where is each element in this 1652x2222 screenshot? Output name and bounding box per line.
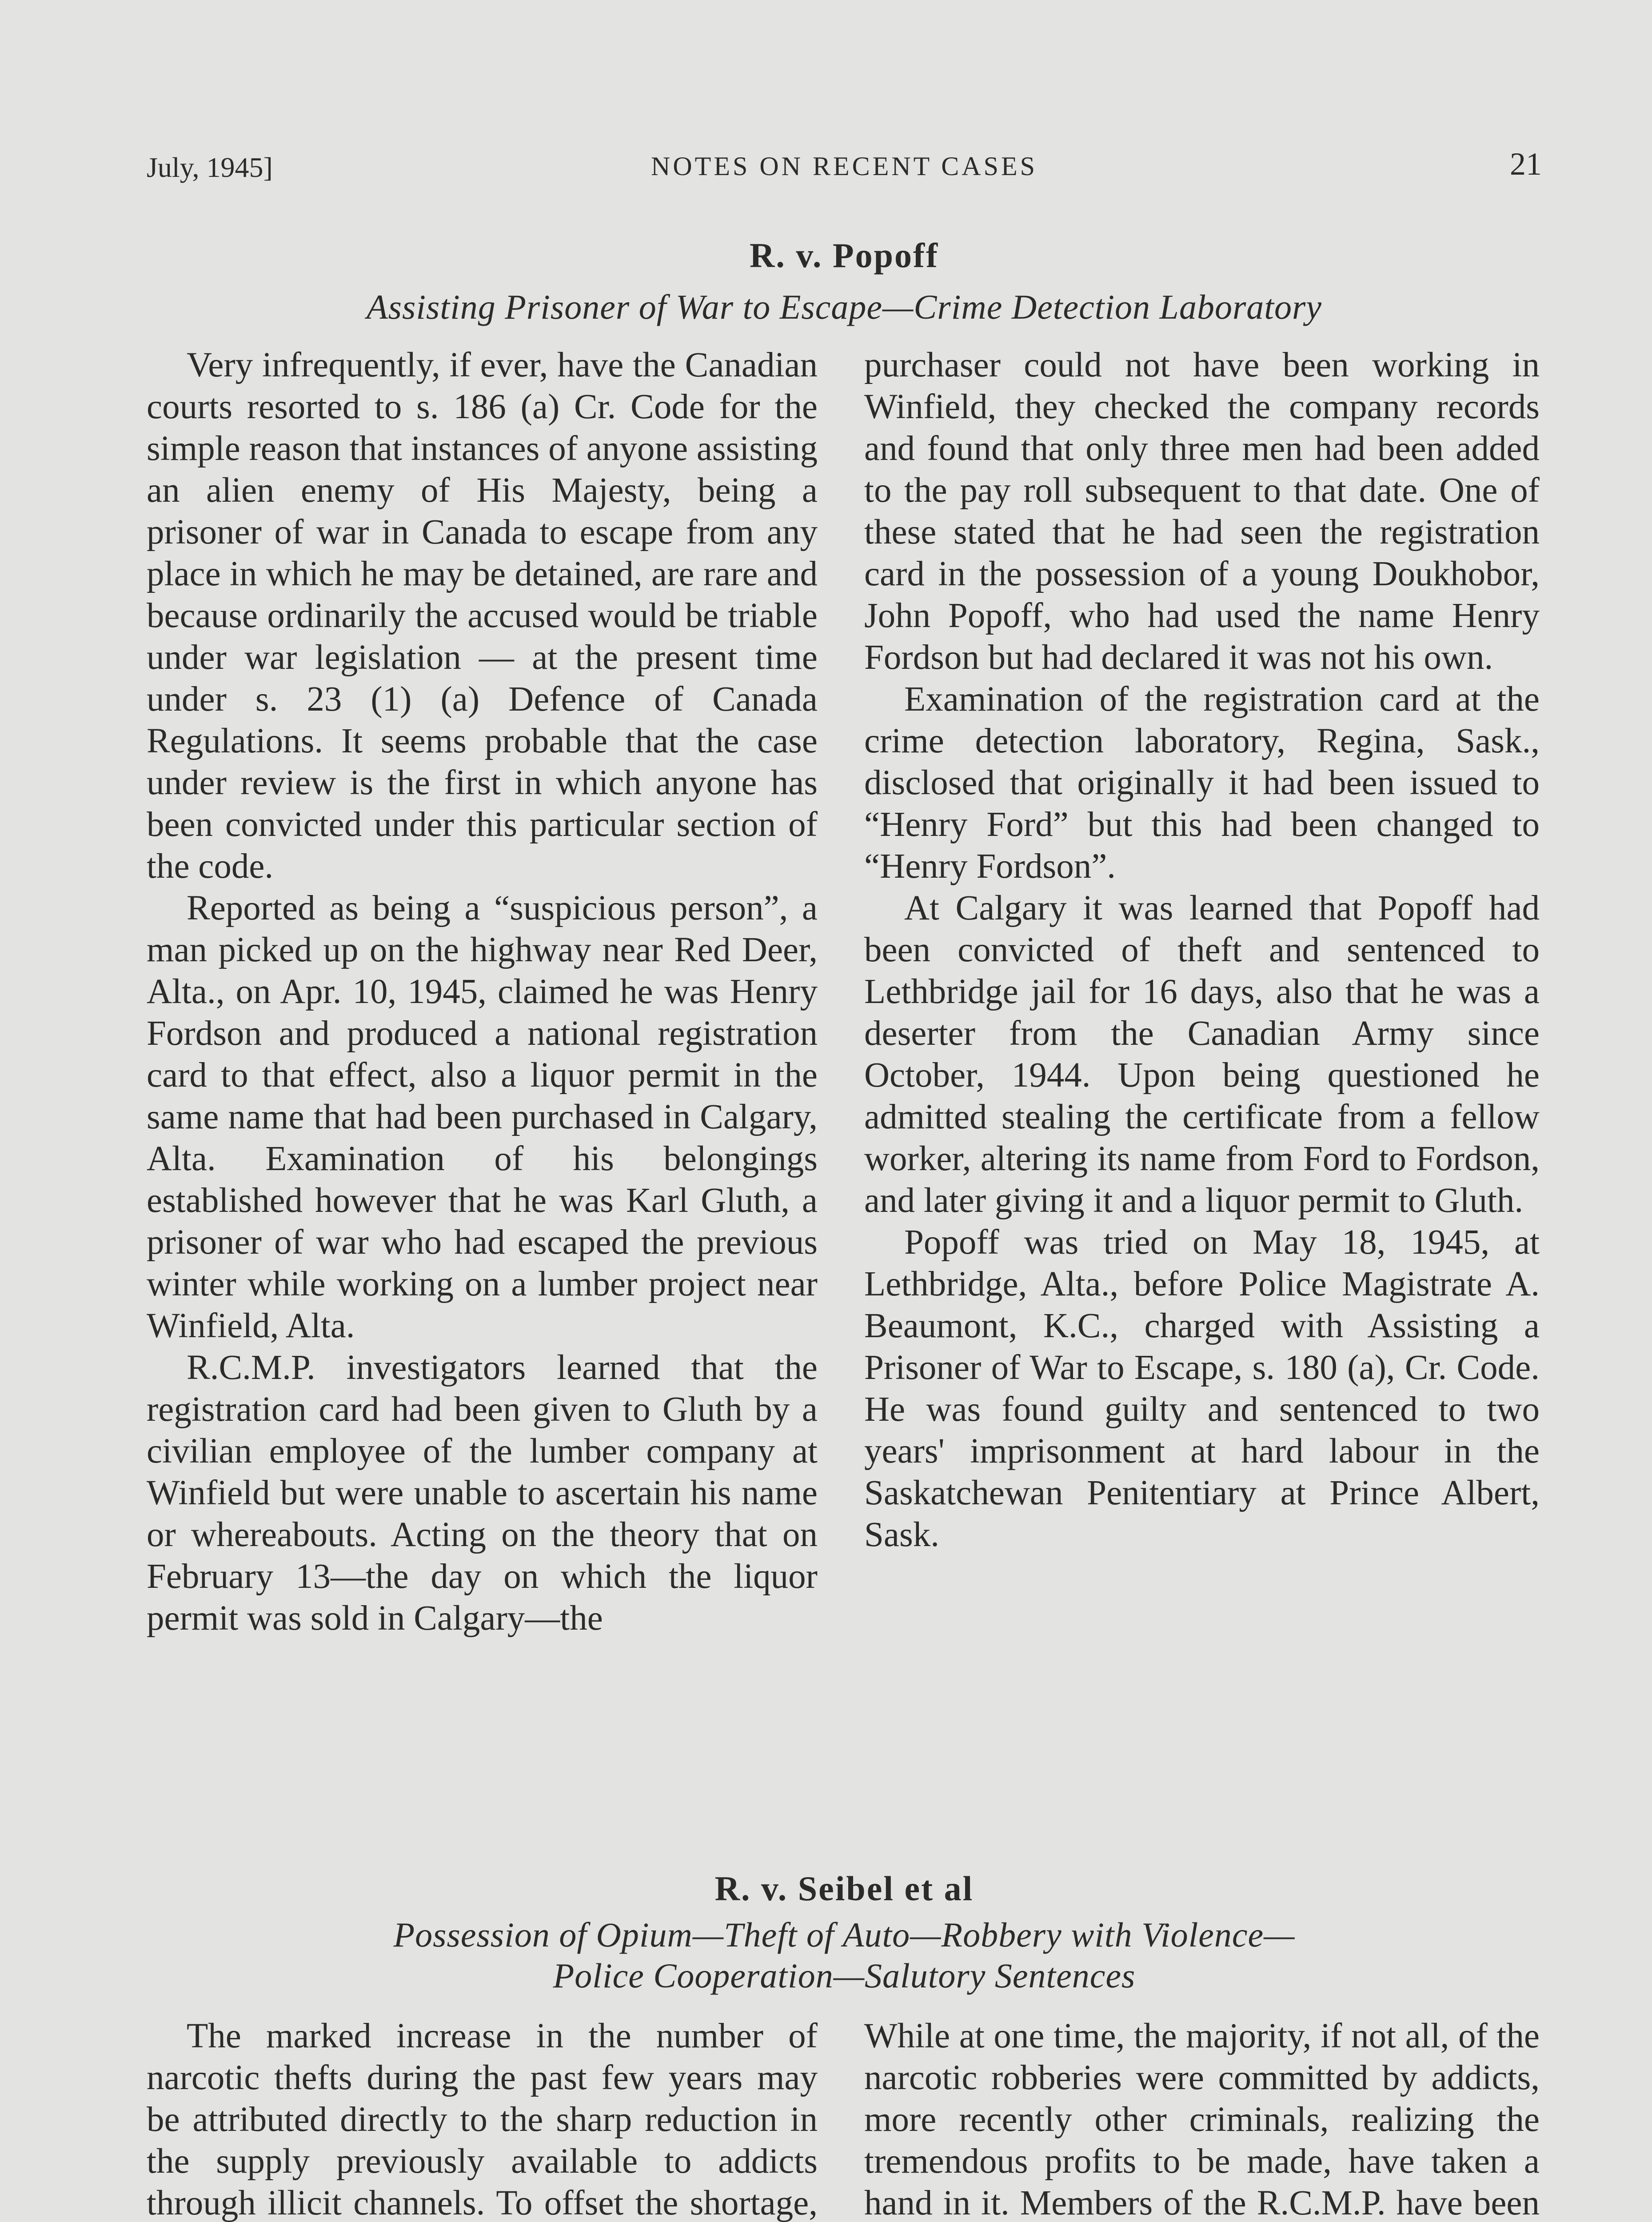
paragraph: Examination of the registration card at the crime detection laboratory, Regina, Sask., disclosed that originally it had been issued to “Henry Ford” but this had been changed to “Henry Fordson”.: [864, 680, 1540, 886]
issue-date: July, 1945]: [147, 152, 273, 183]
paragraph: While at one time, the majority, if not all, of the narcotic robberies were committed by addicts, more recently other criminals, realizing the tremendous profits to be made, have taken a hand in it. Members of the R.C.M.P. have been: [864, 2017, 1540, 2222]
case-title: R. v. Popoff: [750, 236, 939, 275]
paragraph: The marked increase in the number of narcotic thefts during the past few years may be attributed directly to the sharp reduction in the supply previously available to addicts through illicit channels. To offset the shortage,: [147, 2017, 818, 2222]
paragraph: purchaser could not have been working in Winfield, they checked the company records and found that only three men had been added to the pay roll subsequent to that date. One of these stated that he had seen the registration card in the possession of a young Doukhobor, John Popoff, who had used the name Henry Fordson but had declared it was not his own.: [864, 346, 1540, 677]
paragraph: Very infrequently, if ever, have the Canadian courts resorted to s. 186 (a) Cr. Code for the simple reason that instances of anyone assisting an alien enemy of His Majesty, being a prisoner of war in Canada to escape from any place in which he may be detained, are rare and because ordinarily the accused would be triable under war legislation — at the present time under s. 23 (1) (a) Defence of Canada Regulations. It seems probable that the case under review is the first in which anyone has been convicted under this particular section of the code.: [147, 346, 818, 886]
paragraph: Reported as being a “suspicious person”, a man picked up on the highway near Red Deer, Alta., on Apr. 10, 1945, claimed he was Henry Fordson and produced a national registration card to that effect, also a liquor permit in the same name that had been purchased in Calgary, Alta. Examination of his belongings established however that he was Karl Gluth, a prisoner of war who had escaped the previous winter while working on a lumber project near Winfield, Alta.: [147, 889, 818, 1345]
case-subtitle-line-2: Police Cooperation—Salutory Sentences: [553, 1956, 1136, 1995]
case-subtitle-line-1: Possession of Opium—Theft of Auto—Robbery with Violence—: [393, 1915, 1295, 1954]
case-1-right-column: [864, 344, 1540, 1556]
running-head: [147, 146, 1542, 200]
case-subtitle: Assisting Prisoner of War to Escape—Crime Detection Laboratory: [367, 288, 1322, 326]
paragraph: R.C.M.P. investigators learned that the registration card had been given to Gluth by a civilian employee of the lumber company at Winfield but were unable to ascertain his name or whereabouts. Acting on the theory that on February 13—the day on which the liquor permit was sold in Calgary—the: [147, 1348, 818, 1638]
case-2-right-column: [864, 2015, 1540, 2222]
paragraph: At Calgary it was learned that Popoff had been convicted of theft and sentenced to Lethbridge jail for 16 days, also that he was a deserter from the Canadian Army since October, 1944. Upon being questioned he admitted stealing the certificate from a fellow worker, altering its name from Ford to Fordson, and later giving it and a liquor permit to Gluth.: [864, 889, 1540, 1220]
case-2-left-column: [147, 2015, 818, 2222]
case-1-left-column: [147, 344, 818, 1639]
paragraph: Popoff was tried on May 18, 1945, at Lethbridge, Alta., before Police Magistrate A. Beaumont, K.C., charged with Assisting a Prisoner of War to Escape, s. 180 (a), Cr. Code. He was found guilty and sentenced to two years' imprisonment at hard labour in the Saskatchewan Penitentiary at Prince Albert, Sask.: [864, 1223, 1540, 1554]
case-title: R. v. Seibel et al: [714, 1869, 974, 1908]
section-heading: NOTES ON RECENT CASES: [651, 152, 1037, 181]
page-number: 21: [1510, 146, 1542, 182]
